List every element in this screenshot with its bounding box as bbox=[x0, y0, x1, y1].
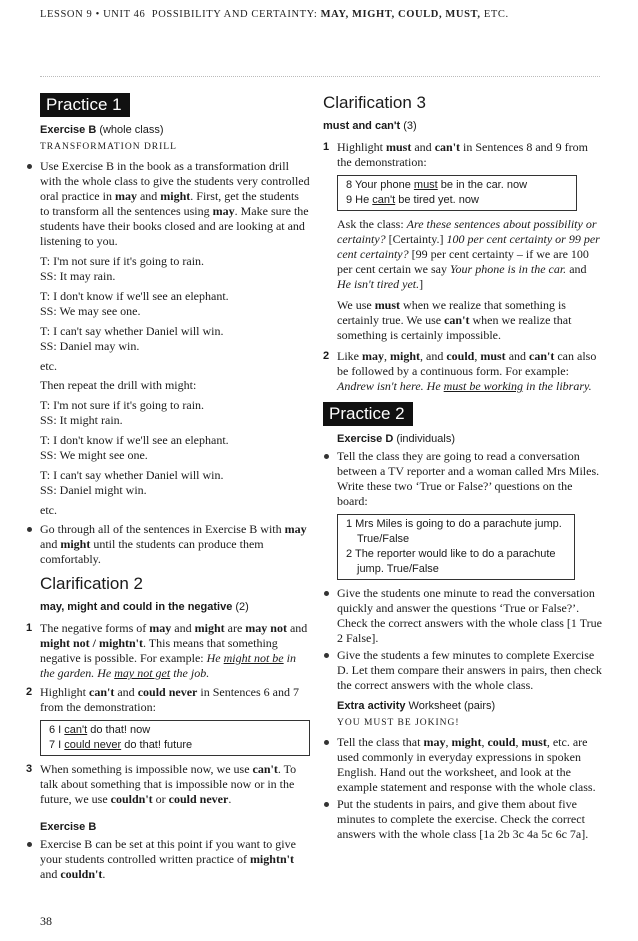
bullet-icon bbox=[324, 740, 329, 745]
clarification-3-title: Clarification 3 bbox=[323, 93, 426, 112]
example-box bbox=[40, 720, 310, 756]
header-topic-bold: MAY, MIGHT, COULD, MUST, bbox=[320, 9, 481, 20]
exercise-b-subheading: Exercise B bbox=[40, 821, 97, 833]
repeat-instruction: Then repeat the drill with might: bbox=[40, 378, 197, 392]
etc-text: etc. bbox=[40, 359, 57, 373]
header-unit: UNIT 46 bbox=[103, 9, 146, 20]
drill-may-3: T: I can't say whether Daniel will win. SS: Daniel may win. bbox=[40, 324, 224, 353]
list-item: Use Exercise B in the book as a transformation drill with the whole class to give the students very controlled oral practice in may and might. First, get the students to transform all the sentences using may. Make sure the students have their books closed and are looking at and listening to you. bbox=[40, 159, 310, 249]
drill-may-1: T: I'm not sure if it's going to rain. SS: It may rain. bbox=[40, 254, 205, 283]
header-lesson: LESSON 9 bbox=[40, 9, 93, 20]
clarification-2-title: Clarification 2 bbox=[40, 574, 143, 593]
right-column bbox=[323, 90, 603, 844]
ask-paragraph: Ask the class: Are these sentences about possibility or certainty? [Certainty.] 100 per cent certainty or 99 per cent certainty? [99 per cent certainty – if we are 100 per cent certain we say Your phone is in the car. and He isn't tired yet.] bbox=[337, 217, 600, 291]
extra-activity-caption: YOU MUST BE JOKING! bbox=[337, 718, 460, 728]
bullet-icon bbox=[27, 842, 32, 847]
numbered-item-2: 2 Like may, might, and could, must and can't can also be followed by a continuous form. For example: Andrew isn't here. He must be working in the library. bbox=[323, 349, 597, 393]
example-box bbox=[337, 175, 577, 211]
numbered-item-1: 1 The negative forms of may and might are may not and might not / mightn't. This means that something negative is possible. For example: He might not be in the garden. He may not get the job. bbox=[26, 621, 308, 680]
header-topic: POSSIBILITY AND CERTAINTY: bbox=[151, 9, 318, 20]
drill-might-3: T: I can't say whether Daniel will win. SS: Daniel might win. bbox=[40, 468, 224, 497]
practice-2-banner: Practice 2 bbox=[323, 402, 413, 426]
numbered-item-1: 1 Highlight must and can't in Sentences 8 and 9 from the demonstration: bbox=[323, 140, 588, 169]
list-item: Tell the class they are going to read a conversation between a TV reporter and a woman called Mrs Miles. Write these two ‘True or False?’ questions on the board: bbox=[337, 449, 603, 509]
extra-activity-heading: Extra activity Worksheet (pairs) bbox=[337, 700, 496, 712]
example-sentence-6: 6 I can't do that! now bbox=[49, 724, 151, 736]
bullet-icon bbox=[27, 527, 32, 532]
example-sentence-8: 8 Your phone must be in the car. now bbox=[346, 179, 528, 191]
numbered-item-2: 2 Highlight can't and could never in Sentences 6 and 7 from the demonstration: bbox=[26, 685, 300, 714]
bullet-icon bbox=[324, 802, 329, 807]
drill-might-2: T: I don't know if we'll see an elephant. SS: We might see one. bbox=[40, 433, 229, 462]
clarification-2-subtitle: may, might and could in the negative (2) bbox=[40, 601, 249, 613]
example-sentence-9: 9 He can't be tired yet. now bbox=[346, 194, 479, 206]
header-divider bbox=[40, 76, 600, 77]
question-1: 1 Mrs Miles is going to do a parachute jump. True/False bbox=[346, 518, 562, 545]
bullet-icon bbox=[324, 591, 329, 596]
running-header bbox=[40, 9, 509, 20]
list-item: Give the students a few minutes to complete Exercise D. Let them compare their answers in pairs, then check the correct answers with the whole class. bbox=[337, 648, 603, 693]
exercise-d-heading: Exercise D (individuals) bbox=[337, 433, 456, 445]
practice-1-banner: Practice 1 bbox=[40, 93, 130, 117]
header-separator: • bbox=[95, 9, 100, 20]
exercise-b-heading: Exercise B (whole class) bbox=[40, 124, 164, 136]
drill-might-1: T: I'm not sure if it's going to rain. SS: It might rain. bbox=[40, 398, 205, 427]
list-item: Give the students one minute to read the conversation quickly and answer the questions ‘True or False?’. Check the correct answers with the whole class [1 True 2 False]. bbox=[337, 586, 603, 646]
drill-may-2: T: I don't know if we'll see an elephant. SS: We may see one. bbox=[40, 289, 229, 318]
list-item: Put the students in pairs, and give them about five minutes to complete the exercise. Check the correct answers with the whole class [1a 2b 3c 4a 5c 6c 7a]. bbox=[337, 797, 603, 842]
bullet-icon bbox=[324, 653, 329, 658]
page-number: 38 bbox=[40, 914, 52, 928]
list-item: Tell the class that may, might, could, must, etc. are used commonly in everyday expressions in spoken English. Hand out the worksheet, and look at the example statement and response with the whole class. bbox=[337, 735, 603, 795]
bullet-icon bbox=[27, 164, 32, 169]
list-item: Go through all of the sentences in Exercise B with may and might until the students can produce them comfortably. bbox=[40, 522, 310, 567]
numbered-item-3: 3 When something is impossible now, we use can't. To talk about something that is impossible now or in the future, we use couldn't or could never. bbox=[26, 762, 297, 806]
use-paragraph: We use must when we realize that something is certainly true. We use can't when we realize that something is certainly impossible. bbox=[337, 298, 572, 342]
true-false-box bbox=[337, 514, 575, 580]
left-column bbox=[26, 90, 310, 884]
bullet-icon bbox=[324, 454, 329, 459]
clarification-3-subtitle: must and can't (3) bbox=[323, 120, 417, 132]
header-topic-tail: ETC. bbox=[483, 9, 509, 20]
question-2: 2 The reporter would like to do a parachute jump. True/False bbox=[346, 548, 556, 575]
drill-caption: TRANSFORMATION DRILL bbox=[40, 142, 177, 152]
etc-text: etc. bbox=[40, 503, 57, 517]
example-sentence-7: 7 I could never do that! future bbox=[49, 739, 193, 751]
list-item: Exercise B can be set at this point if you want to give your students controlled written practice of mightn't and couldn't. bbox=[40, 837, 310, 882]
